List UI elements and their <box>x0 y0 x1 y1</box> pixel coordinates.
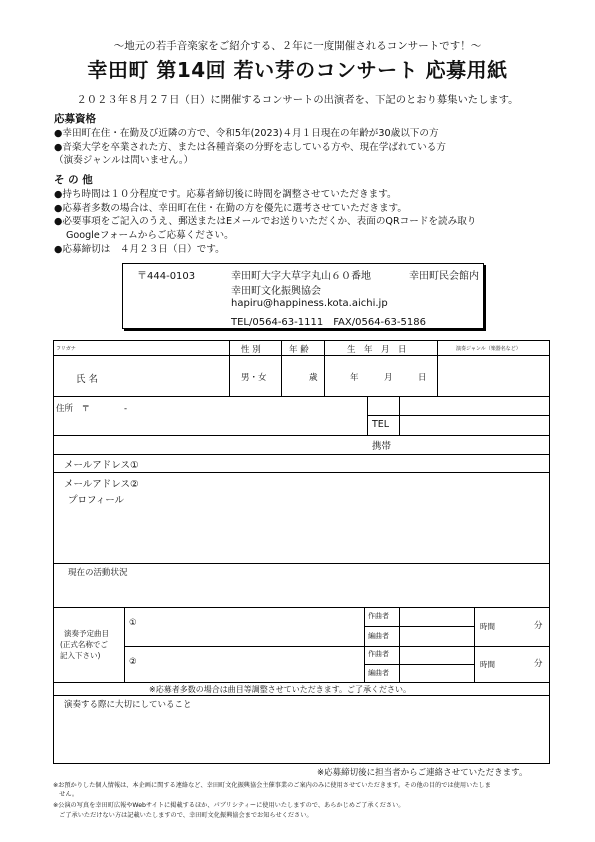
eligibility-line: ●幸田町在住・在勤及び近隣の方で、令和5年(2023)４月１日現在の年齢が30歳以下の方 <box>54 128 439 139</box>
tel-fax: TEL/0564-63-1111 FAX/0564-63-5186 <box>231 317 426 328</box>
email1-label: メールアドレス① <box>64 460 139 471</box>
name-label: 氏 名 <box>76 374 99 385</box>
birth-year: 年 <box>350 373 359 383</box>
arranger-label: 編曲者 <box>368 632 389 640</box>
planned-pieces-label: 演奏予定曲目 <box>64 629 109 638</box>
birth-day: 日 <box>418 373 427 383</box>
furigana-label: フリガナ <box>56 346 76 352</box>
other-line: Googleフォームからご応募ください。 <box>66 230 234 241</box>
time-label: 時間 <box>480 622 495 631</box>
gender-field[interactable]: 男・女 <box>241 373 267 383</box>
planned-pieces-label: 記入下さい) <box>60 651 101 660</box>
tagline: ～地元の若手音楽家をご紹介する、２年に一度開催されるコンサートです！～ <box>113 40 482 52</box>
footnote: ※お預かりした個人情報は、本企画に関する連絡など、幸田町文化振興協会主催事業のご案内のみに使用させていただきます。その他の目的では使用いたしま <box>53 782 491 789</box>
address-box <box>122 263 484 329</box>
minutes-label: 分 <box>534 659 543 669</box>
other-line: ●応募締切は ４月２３日（日）です。 <box>54 244 225 255</box>
tel-label: TEL <box>372 419 390 430</box>
important-label: 演奏する際に大切にしていること <box>64 700 192 710</box>
eligibility-heading: 応募資格 <box>54 113 96 125</box>
arranger-label: 編曲者 <box>368 669 389 677</box>
time-label: 時間 <box>480 660 495 669</box>
activities-label: 現在の活動状況 <box>68 568 128 578</box>
mobile-label: 携帯 <box>372 441 392 452</box>
other-heading: そ の 他 <box>54 174 93 186</box>
age-header: 年 齢 <box>289 345 309 355</box>
footnote: ※公演の写真を幸田町広報やWebサイトに掲載するほか、パブリシティーに使用いたしますので、あらかじめご了承ください。 <box>53 802 405 809</box>
street-address: 幸田町大字大草字丸山６０番地 <box>231 271 371 282</box>
composer-label: 作曲者 <box>368 612 389 620</box>
minutes-label: 分 <box>534 621 543 631</box>
footnote: ご了承いただけない方は記載いたしますので、幸田町文化振興協会までお知らせください。 <box>53 812 313 819</box>
eligibility-line: （演奏ジャンルは問いません。） <box>54 155 194 166</box>
intro-text: ２０２３年８月２７日（日）に開催するコンサートの出演者を、下記のとおり募集いたします。 <box>76 94 519 106</box>
other-line: ●持ち時間は１０分程度です。応募者締切後に時間を調整させていただきます。 <box>54 189 397 200</box>
footnote: せん。 <box>53 791 79 798</box>
profile-label: プロフィール <box>68 495 125 506</box>
eligibility-line: ●音楽大学を卒業された方、または各種音楽の分野を志している方や、現在学ばれている方 <box>54 142 446 153</box>
building-name: 幸田町民会館内 <box>409 271 479 282</box>
pieces-note: ※応募者多数の場合は曲目等調整させていただきます。ご了承ください。 <box>149 685 412 694</box>
email2-label: メールアドレス② <box>64 479 139 490</box>
contact-email[interactable]: hapiru@happiness.kota.aichi.jp <box>231 298 388 309</box>
planned-pieces-label: (正式名称でご <box>60 640 108 649</box>
gender-header: 性 別 <box>241 345 261 355</box>
after-deadline-note: ※応募締切後に担当者からご連絡させていただきます。 <box>317 768 528 778</box>
composer-label: 作曲者 <box>368 650 389 658</box>
postal-code: 〒444-0103 <box>137 271 196 282</box>
piece-2-marker: ② <box>129 657 137 667</box>
application-form <box>53 340 550 764</box>
age-unit: 歳 <box>309 373 318 383</box>
other-line: ●応募者多数の場合は、幸田町在住・在勤の方を優先に選考させていただきます。 <box>54 203 407 214</box>
other-line: ●必要事項をご記入のうえ、郵送またはEメールでお送りいただくか、表面のQRコードを読み取り <box>54 216 477 227</box>
piece-1-marker: ① <box>129 618 137 628</box>
page-title: 幸田町 第14回 若い芽のコンサート 応募用紙 <box>87 58 508 82</box>
organization-name: 幸田町文化振興協会 <box>231 286 321 297</box>
birthdate-header: 生 年 月 日 <box>347 345 407 355</box>
birth-month: 月 <box>384 373 393 383</box>
address-label: 住所 〒 - <box>56 404 128 414</box>
genre-header: 演奏ジャンル（楽器名など） <box>456 346 521 352</box>
